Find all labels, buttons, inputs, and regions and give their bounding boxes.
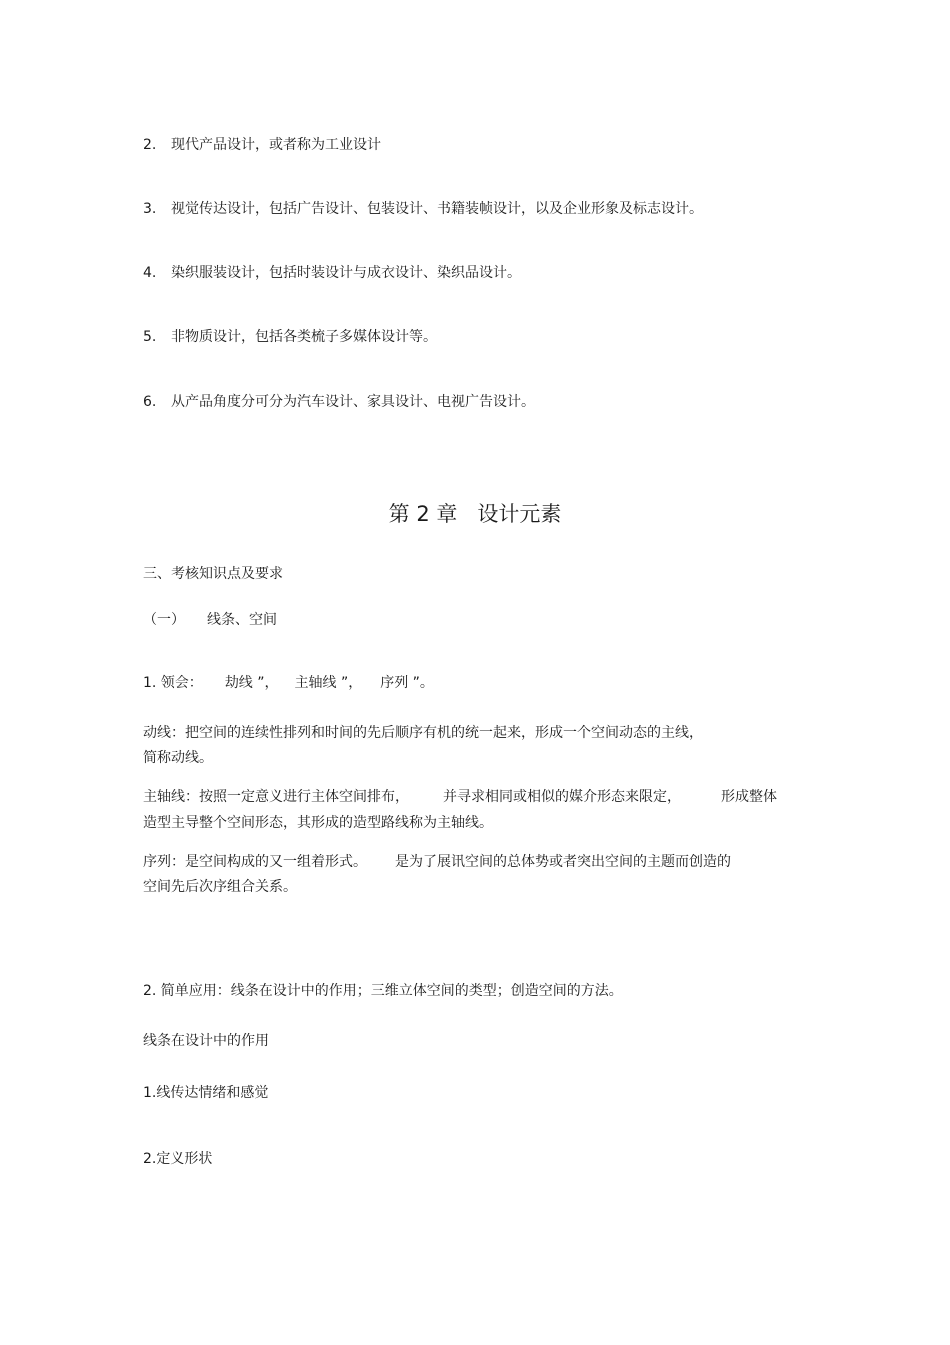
chapter-title <box>0 500 950 528</box>
line-role-heading: 线条在设计中的作用 <box>143 1033 269 1049</box>
list-text: 非物质设计，包括各类梳子多媒体设计等。 <box>171 329 437 345</box>
list-number: 3. <box>143 201 157 217</box>
definition-dongxian-line1: 动线：把空间的连续性排列和时间的先后顺序有机的统一起来，形成一个空间动态的主线， <box>143 725 703 741</box>
definition-xulie-line1 <box>143 852 731 872</box>
list-text: 从产品角度分可分为汽车设计、家具设计、电视广告设计。 <box>171 394 535 410</box>
list-item <box>143 199 703 219</box>
definition-text: 并寻求相同或相似的媒介形态来限定， <box>443 789 681 805</box>
item-1-line <box>143 673 434 693</box>
list-number: 4. <box>143 265 157 281</box>
definition-text: 是为了展讯空间的总体势或者突出空间的主题而创造的 <box>395 854 731 870</box>
list-item <box>143 392 535 412</box>
definition-zhuzhou-line2: 造型主导整个空间形态，其形成的造型路线称为主轴线。 <box>143 815 493 831</box>
item-1-prefix: 1. 领会： <box>143 675 203 691</box>
chapter-name: 设计元素 <box>477 502 562 526</box>
list-text: 视觉传达设计，包括广告设计、包装设计、书籍装帧设计，以及企业形象及标志设计。 <box>171 201 703 217</box>
list-text: 现代产品设计，或者称为工业设计 <box>171 137 381 153</box>
definition-text: 主轴线：按照一定意义进行主体空间排布， <box>143 789 409 805</box>
term-xulie: 序列 ”。 <box>380 675 434 691</box>
list-number: 6. <box>143 394 157 410</box>
list-number: 5. <box>143 329 157 345</box>
list-item <box>143 135 381 155</box>
list-number: 2. <box>143 137 157 153</box>
list-item <box>143 263 521 283</box>
section-heading: 三、考核知识点及要求 <box>143 566 283 582</box>
subsection-label: （一） <box>143 612 185 628</box>
line-role-item: 1.线传达情绪和感觉 <box>143 1085 269 1101</box>
chapter-number: 第 2 章 <box>388 502 458 526</box>
definition-xulie-line2: 空间先后次序组合关系。 <box>143 879 297 895</box>
subsection-heading <box>143 610 277 630</box>
item-2-line: 2. 简单应用：线条在设计中的作用；三维立体空间的类型；创造空间的方法。 <box>143 983 623 999</box>
definition-zhuzhou-line1 <box>143 787 777 807</box>
definition-text: 形成整体 <box>721 789 777 805</box>
line-role-item: 2.定义形状 <box>143 1151 213 1167</box>
list-item <box>143 327 437 347</box>
term-dongxian: 劫线 ”， <box>224 675 279 691</box>
definition-text: 序列：是空间构成的又一组着形式。 <box>143 854 367 870</box>
definition-dongxian-line2: 简称动线。 <box>143 750 213 766</box>
list-text: 染织服装设计，包括时装设计与成衣设计、染织品设计。 <box>171 265 521 281</box>
term-zhuzhouxian: 主轴线 ”， <box>294 675 363 691</box>
subsection-title: 线条、空间 <box>207 612 277 628</box>
